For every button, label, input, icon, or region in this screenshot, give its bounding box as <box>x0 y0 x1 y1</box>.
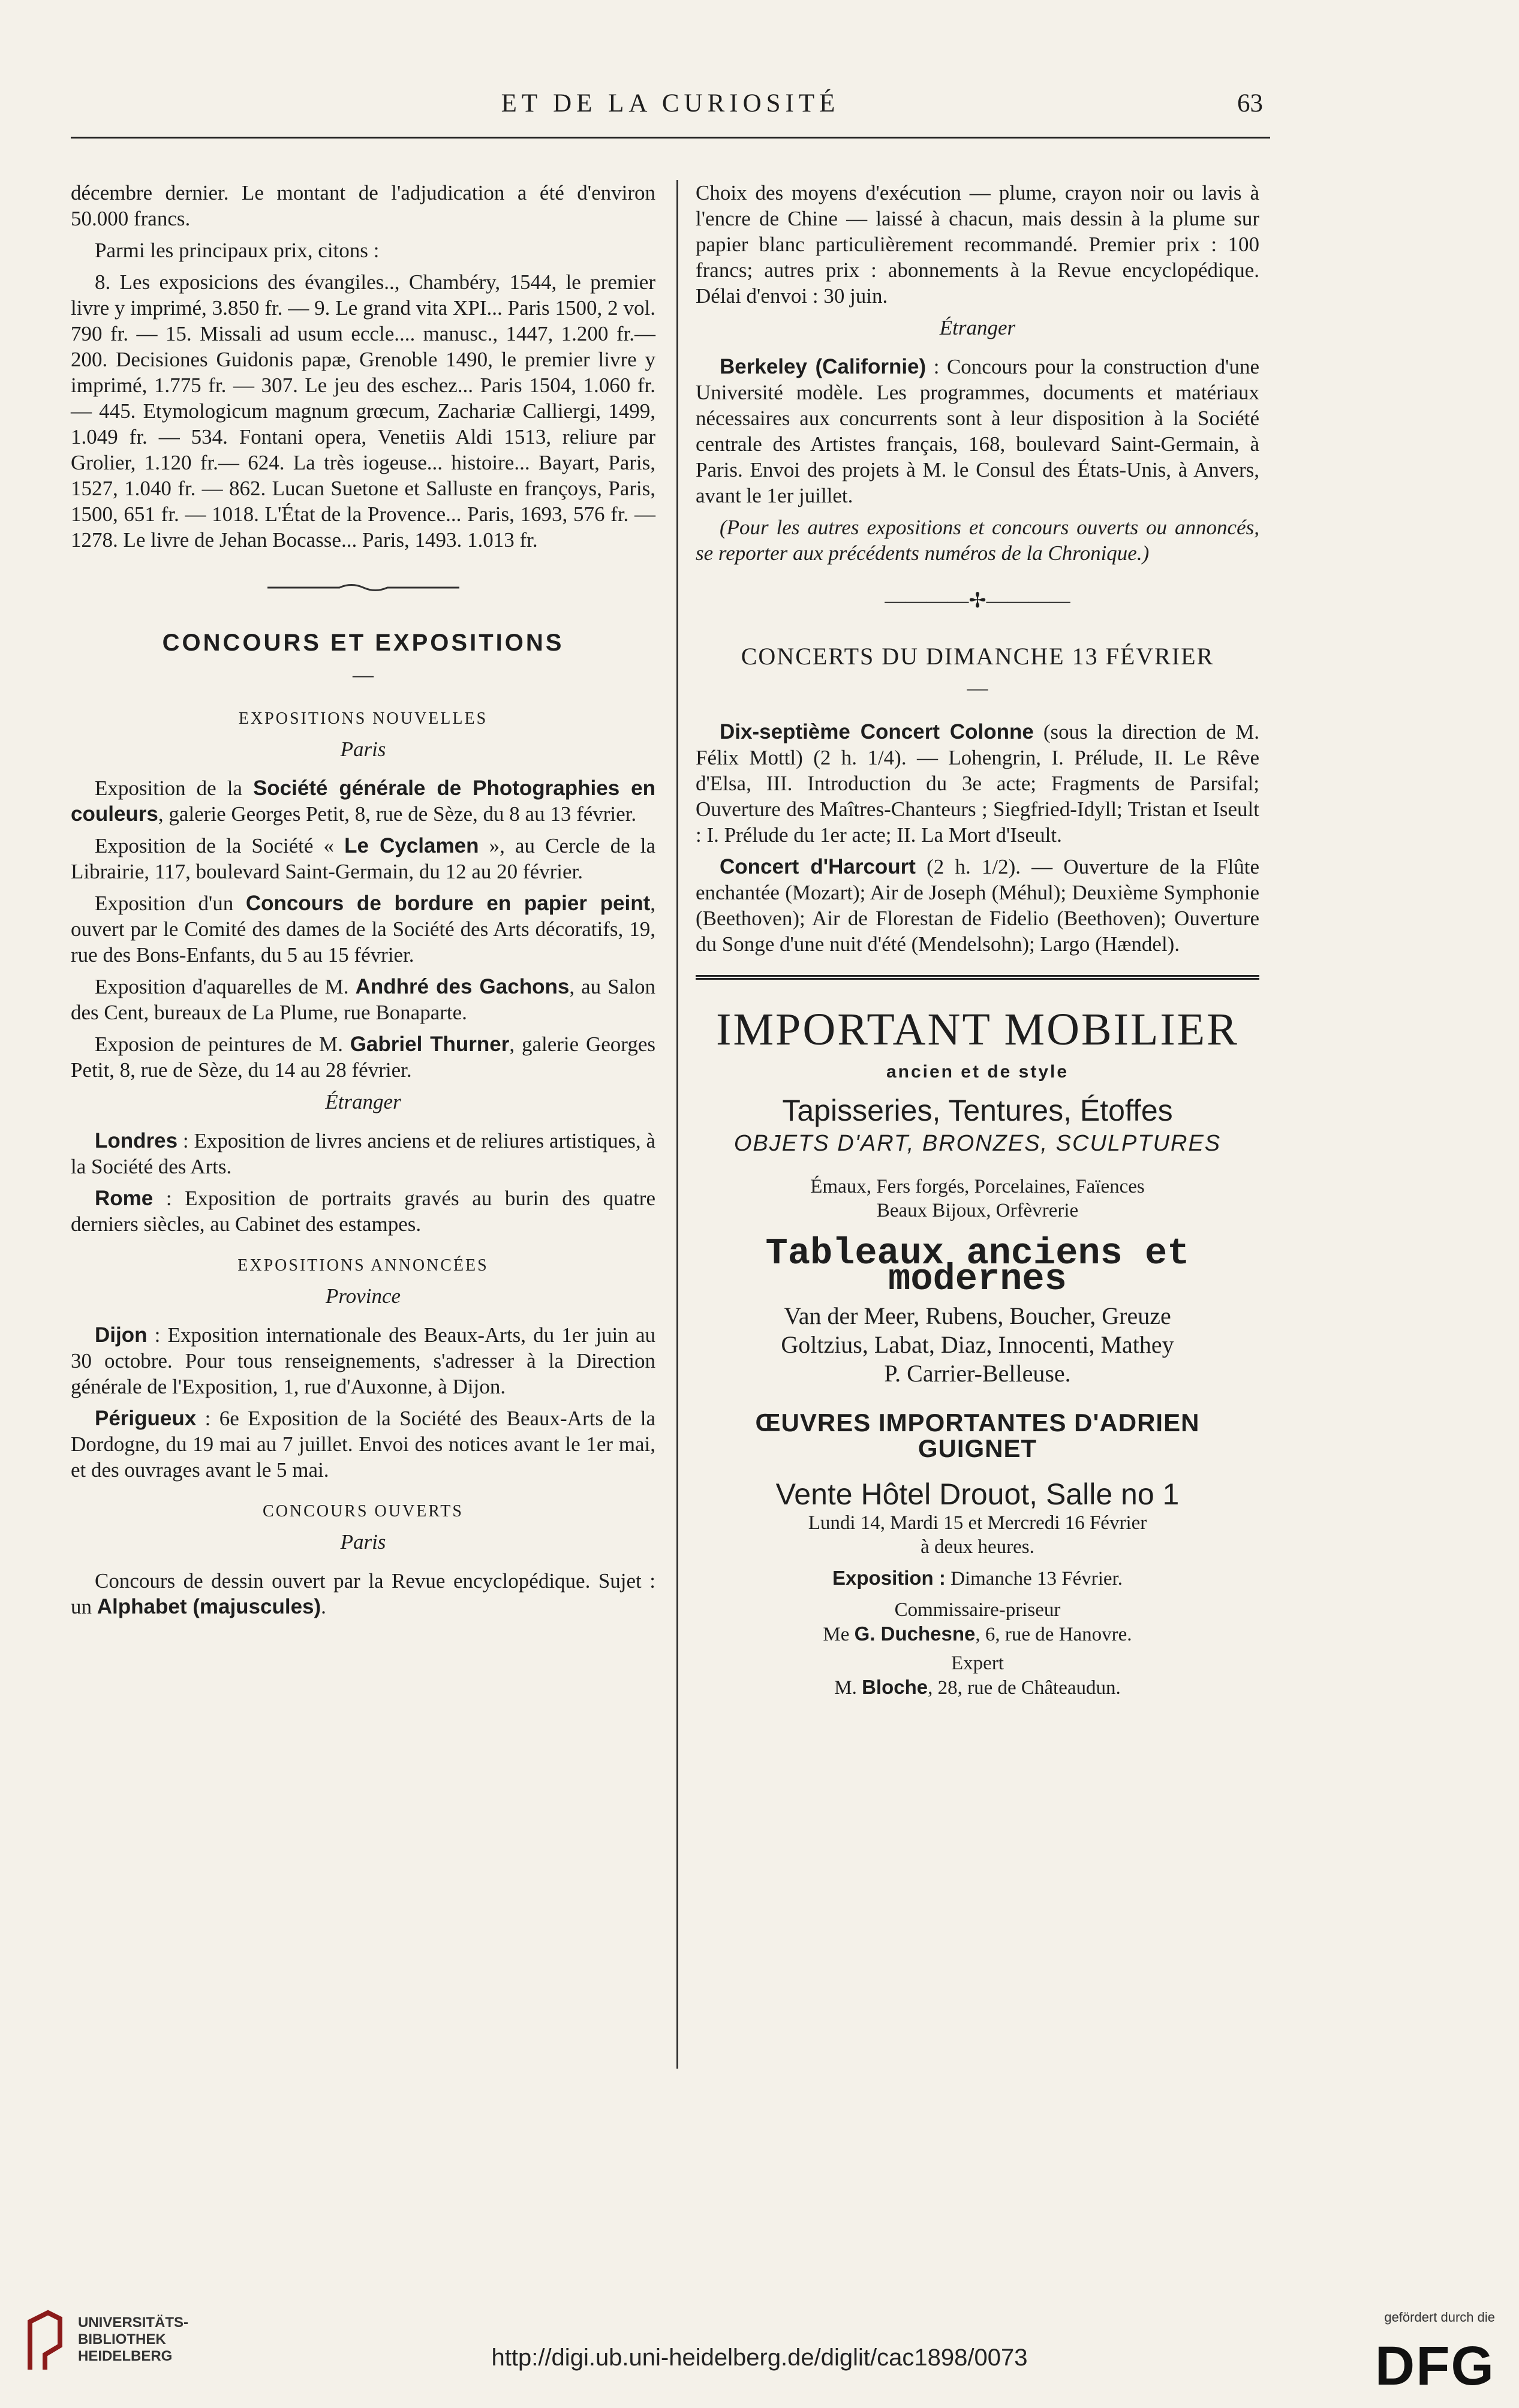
ad-artists: Van der Meer, Rubens, Boucher, Greuze <box>784 1302 1171 1329</box>
note: (Pour les autres expositions et concours ouverts ou annoncés, se reporter aux précédents numéros de la Chronique.) <box>696 516 1259 565</box>
city-heading: Province <box>325 1284 401 1308</box>
entry: Exposion de peintures de M. Gabriel Thurner, galerie Georges Petit, 8, rue de Sèze, du 14 au 28 février. <box>71 1033 655 1082</box>
ornament: ————✢———— <box>885 589 1070 612</box>
ad-line: Beaux Bijoux, Orfèvrerie <box>876 1200 1079 1221</box>
dfg-logo: DFG <box>1374 2335 1495 2397</box>
entry: Londres : Exposition de livres anciens et de reliures artistiques, à la Société des Arts. <box>71 1129 655 1178</box>
running-title: ET DE LA CURIOSITÉ <box>501 89 840 118</box>
advertisement <box>696 1004 1259 1700</box>
concerts-title: CONCERTS DU DIMANCHE 13 FÉVRIER <box>741 643 1214 670</box>
source-url-link[interactable]: http://digi.ub.uni-heidelberg.de/diglit/cac1898/0073 <box>491 2344 1028 2371</box>
entry: Concours de dessin ouvert par la Revue encyclopédique. Sujet : un Alphabet (majuscules). <box>71 1569 655 1618</box>
ad-title: IMPORTANT MOBILIER <box>716 1004 1239 1055</box>
ad-subtitle: ancien et de style <box>886 1062 1069 1082</box>
ad-tableaux: Tableaux anciens et modernes <box>765 1232 1190 1301</box>
city-heading: Étranger <box>325 1090 401 1113</box>
entry: Berkeley (Californie) : Concours pour la construction d'une Université modèle. Les programmes, documents et matériaux nécessaires aux concurrents sont à leur disposition à la Société centrale des Artistes français, 168, boulevard Saint-Germain, à Paris. Envoi des projets à M. le Consul des États-Unis, à Anvers, avant le 1er juillet. <box>696 355 1260 507</box>
paragraph: décembre dernier. Le montant de l'adjudication a été d'environ 50.000 francs. <box>71 181 655 230</box>
ad-exposition: Exposition : Dimanche 13 Février. <box>832 1567 1123 1590</box>
ad-dates: Lundi 14, Mardi 15 et Mercredi 16 Février <box>808 1512 1147 1534</box>
footer <box>0 2296 1519 2408</box>
entry: Périgueux : 6e Exposition de la Société des Beaux-Arts de la Dordogne, du 19 mai au 7 juillet. Envoi des notices avant le 1er mai, et des ouvrages avant le 5 mai. <box>71 1407 655 1482</box>
right-column <box>696 180 1259 1700</box>
city-heading: Paris <box>340 738 386 761</box>
entry: Exposition de la Société générale de Photographies en couleurs, galerie Georges Petit, 8, rue de Sèze, du 8 au 13 février. <box>71 776 655 826</box>
ad-expert: M. Bloche, 28, rue de Châteaudun. <box>834 1676 1121 1699</box>
ad-venue: Vente Hôtel Drouot, Salle no 1 <box>775 1477 1180 1511</box>
entry: Exposition d'aquarelles de M. Andhré des Gachons, au Salon des Cent, bureaux de La Plume, rue Bonaparte. <box>71 975 655 1024</box>
ad-artists: P. Carrier-Belleuse. <box>884 1360 1071 1387</box>
entry: Rome : Exposition de portraits gravés au burin des quatre derniers siècles, au Cabinet des estampes. <box>71 1187 655 1236</box>
concert-entry: Dix-septième Concert Colonne (sous la direction de M. Félix Mottl) (2 h. 1/4). — Lohengrin, I. Prélude, II. Le Rêve d'Elsa, III. Introduction du 3e acte; Fragments de Parsifal; Ouverture des Maîtres-Chanteurs ; Siegfried-Idyll; Tristan et Iseult : I. Prélude du 1er acte; II. La Mort d'Iseult. <box>696 720 1259 847</box>
ad-artists: Goltzius, Labat, Diaz, Innocenti, Mathey <box>781 1331 1174 1358</box>
entry: Dijon : Exposition internationale des Beaux-Arts, du 1er juin au 30 octobre. Pour tous renseignements, s'adresser à la Direction générale de l'Exposition, 1, rue d'Auxonne, à Dijon. <box>71 1323 655 1398</box>
advertisement-rule <box>696 975 1259 980</box>
funding-note: gefördert durch die <box>1384 2310 1495 2325</box>
header-rule <box>71 137 1270 139</box>
subhead: EXPOSITIONS NOUVELLES <box>238 709 488 728</box>
city-heading: Paris <box>340 1530 386 1554</box>
entry: Exposition de la Société « Le Cyclamen », au Cercle de la Librairie, 117, boulevard Saint-Germain, du 12 au 20 février. <box>71 834 656 883</box>
ad-commissaire-label: Commissaire-priseur <box>894 1599 1061 1621</box>
page-header <box>71 83 1270 137</box>
city-heading: Étranger <box>939 316 1016 339</box>
paragraph: Choix des moyens d'exécution — plume, crayon noir ou lavis à l'encre de Chine — laissé à chacun, mais dessin à la plume sur papier blanc particulièrement recommandé. Premier prix : 100 francs; autres prix : abonnements à la Revue encyclopédique. Délai d'envoi : 30 juin. <box>696 181 1259 308</box>
entry: Exposition d'un Concours de bordure en papier peint, ouvert par le Comité des dames de la Société des Arts décoratifs, 19, rue des Bons-Enfants, du 5 au 15 février. <box>71 892 655 967</box>
column-divider <box>676 180 678 2069</box>
ad-line: Tapisseries, Tentures, Étoffes <box>782 1094 1173 1127</box>
subhead: EXPOSITIONS ANNONCÉES <box>237 1256 489 1275</box>
dash: — <box>353 663 374 687</box>
page-number: 63 <box>1237 89 1263 118</box>
ad-expert-label: Expert <box>951 1653 1004 1674</box>
ad-line: OBJETS D'ART, BRONZES, SCULPTURES <box>733 1131 1222 1156</box>
concert-entry: Concert d'Harcourt (2 h. 1/2). — Ouverture de la Flûte enchantée (Mozart); Air de Joseph (Méhul); Deuxième Symphonie (Beethoven); Air de Florestan de Fidelio (Beethoven); Ouverture du Songe d'une nuit d'été (Mendelsohn); Largo (Hændel). <box>696 855 1259 956</box>
ad-dates: à deux heures. <box>921 1536 1034 1558</box>
dash: — <box>967 676 988 700</box>
paragraph: Parmi les principaux prix, citons : <box>95 239 380 262</box>
ad-line: Émaux, Fers forgés, Porcelaines, Faïences <box>810 1176 1145 1197</box>
price-list: 8. Les exposicions des évangiles.., Chambéry, 1544, le premier livre y imprimé, 3.850 fr. — 9. Le grand vita XPI... Paris 1500, 2 vol. 790 fr. — 15. Missali ad usum eccle.... manusc., 1447, 1.200 fr.— 200. Decisiones Guidonis papæ, Grenoble 1490, le premier livre y imprimé, 1.775 fr. — 307. Le jeu des eschez... Paris 1504, 1.060 fr. — 445. Etymologicum magnum grœcum, Zachariæ Calliergi, 1499, 1.049 fr. — 534. Fontani opera, Venetiis Aldi 1513, reliure par Grolier, 1.120 fr.— 624. La très iogeuse... histoire... Bayart, Paris, 1527, 1.040 fr. — 862. Lucan Suetone et Salluste en françoys, Paris, 1500, 651 fr. — 1018. L'État de la Provence... Paris, 1693, 576 fr. — 1278. Le livre de Jehan Bocasse... Paris, 1493. 1.013 fr. <box>71 270 655 552</box>
library-name: UNIVERSITÄTS- BIBLIOTHEK HEIDELBERG <box>78 2314 189 2364</box>
ornament <box>71 574 655 600</box>
subhead: CONCOURS OUVERTS <box>263 1502 464 1521</box>
left-column <box>71 180 655 1626</box>
ad-commissaire: Me G. Duchesne, 6, rue de Hanovre. <box>823 1623 1132 1645</box>
section-title: CONCOURS ET EXPOSITIONS <box>162 630 564 656</box>
ad-oeuvres: ŒUVRES IMPORTANTES D'ADRIEN GUIGNET <box>755 1408 1200 1462</box>
